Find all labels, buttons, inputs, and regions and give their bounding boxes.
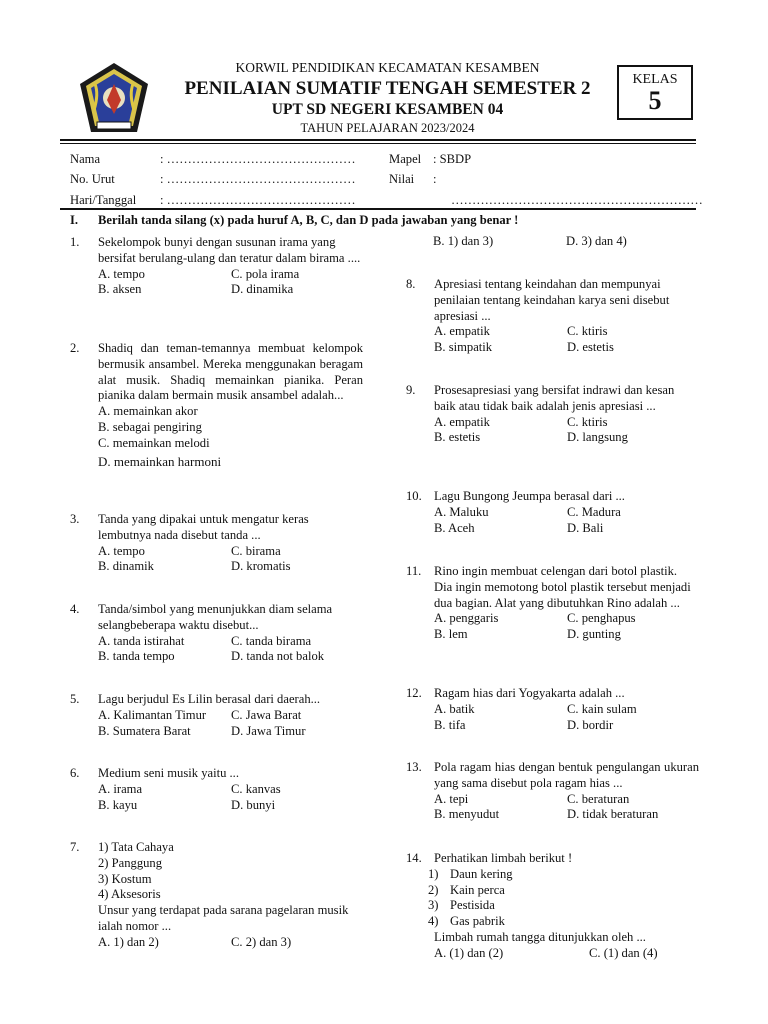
question-number: 9. [406, 383, 416, 397]
option-d[interactable]: D. bordir [567, 717, 614, 732]
option-d[interactable]: D. Bali [567, 520, 604, 535]
option-a[interactable]: A. empatik [434, 414, 490, 429]
option-c[interactable]: C. memainkan melodi [98, 435, 210, 450]
list-item: 3) Pestisida [428, 898, 495, 913]
list-item: 4) Aksesoris [98, 887, 161, 902]
question-number: 5. [70, 692, 80, 706]
name-field[interactable]: : ……………………………………… [160, 152, 356, 166]
option-c[interactable]: C. tanda birama [231, 633, 312, 648]
page-title: PENILAIAN SUMATIF TENGAH SEMESTER 2 [184, 78, 591, 99]
question-text: Tanda/simbol yang menunjukkan diam selama selangbeberapa waktu disebut... [98, 602, 333, 632]
question-text: Shadiq dan teman-temannya membuat kelompok bermusik ansambel. Mereka menggunakan beragam alat musik. Shadiq memainkan pianika. Peran pianika dalam bermain musik ansambel adalah... [98, 341, 363, 403]
date-label: Hari/Tanggal [70, 193, 137, 207]
option-b[interactable]: B. kayu [98, 797, 138, 812]
option-a[interactable]: A. memainkan akor [98, 404, 198, 419]
option-d[interactable]: D. langsung [567, 430, 628, 445]
subject-label: Mapel [389, 152, 422, 166]
question-intro: Perhatikan limbah berikut ! [434, 851, 573, 865]
option-a[interactable]: A. tanda istirahat [98, 633, 185, 648]
question-number: 12. [406, 686, 422, 700]
section-instruction: Berilah tanda silang (x) pada huruf A, B, C, dan D pada jawaban yang benar ! [98, 213, 519, 227]
option-a[interactable]: A. tempo [98, 543, 145, 558]
option-c[interactable]: C. (1) dan (4) [589, 945, 658, 960]
option-d[interactable]: D. dinamika [231, 282, 294, 297]
option-d[interactable]: D. estetis [567, 340, 614, 355]
question-text: Ragam hias dari Yogyakarta adalah ... [434, 686, 625, 700]
score-label: Nilai [389, 172, 415, 186]
class-label: KELAS [632, 72, 678, 87]
option-b[interactable]: B. menyudut [434, 807, 500, 822]
header-korwil: KORWIL PENDIDIKAN KECAMATAN KESAMBEN [235, 60, 540, 75]
option-d[interactable]: D. bunyi [231, 797, 276, 812]
option-b[interactable]: B. 1) dan 3) [433, 234, 494, 248]
identity-rule [60, 208, 696, 210]
question-text: Tanda yang dipakai untuk mengatur keras lembutnya nada disebut tanda ... [98, 512, 309, 542]
question-number: 4. [70, 602, 80, 616]
question-text: Lagu Bungong Jeumpa berasal dari ... [434, 489, 625, 503]
question-number: 6. [70, 766, 80, 780]
option-c[interactable]: C. ktiris [567, 414, 608, 429]
question-7-continued [433, 234, 698, 250]
question-number: 7. [70, 840, 80, 854]
signature-field[interactable]: …………………………………………………… [451, 193, 703, 207]
question-number: 13. [406, 760, 422, 774]
option-d[interactable]: D. gunting [567, 627, 621, 642]
list-item: 2) Kain perca [428, 882, 505, 897]
question-text: Pola ragam hias dengan bentuk pengulangan ukuran yang sama disebut pola ragam hias ... [434, 760, 699, 790]
option-b[interactable]: B. Sumatera Barat [98, 723, 191, 738]
option-a[interactable]: A. penggaris [434, 611, 499, 626]
question-text: Apresiasi tentang keindahan dan mempunyai penilaian tentang keindahan karya seni disebut apresiasi ... [434, 277, 670, 323]
question-number: 8. [406, 277, 416, 291]
question-number: 14. [406, 851, 422, 865]
question-number: 11. [406, 564, 422, 578]
section-number: I. [70, 213, 79, 227]
option-b[interactable]: B. tifa [434, 717, 466, 732]
option-d[interactable]: D. tidak beraturan [567, 807, 659, 822]
header-rule-thin [60, 143, 696, 144]
option-d[interactable]: D. 3) dan 4) [566, 234, 627, 248]
option-c[interactable]: C. ktiris [567, 324, 608, 339]
option-a[interactable]: A. irama [98, 781, 143, 796]
list-item: 3) Kostum [98, 871, 152, 886]
question-number: 10. [406, 489, 422, 503]
option-a[interactable]: A. tempo [98, 266, 145, 281]
question-text: Unsur yang terdapat pada sarana pagelaran musik ialah nomor ... [98, 903, 349, 933]
question-text: Rino ingin membuat celengan dari botol plastik. Dia ingin memotong botol plastik tersebut menjadi dua bagian. Alat yang dibutuhkan Rino adalah ... [434, 564, 691, 610]
question-text: Medium seni musik yaitu ... [98, 766, 239, 780]
option-c[interactable]: C. kanvas [231, 781, 281, 796]
list-item: 1) Tata Cahaya [98, 840, 174, 854]
school-name: UPT SD NEGERI KESAMBEN 04 [271, 101, 504, 118]
option-a[interactable]: A. Kalimantan Timur [98, 707, 207, 722]
option-a[interactable]: A. Maluku [434, 504, 489, 519]
option-a[interactable]: A. batik [434, 701, 475, 716]
score-field[interactable]: : [433, 172, 437, 186]
option-b[interactable]: B. simpatik [434, 340, 493, 355]
option-c[interactable]: C. penghapus [567, 611, 636, 626]
date-field[interactable]: : ……………………………………… [160, 193, 356, 207]
option-b[interactable]: B. dinamik [98, 559, 154, 574]
list-item: 1) Daun kering [428, 866, 513, 881]
option-c[interactable]: C. kain sulam [567, 701, 637, 716]
option-b[interactable]: B. estetis [434, 430, 481, 445]
school-logo [77, 60, 151, 136]
number-field[interactable]: : ……………………………………… [160, 172, 356, 186]
question-text: Sekelompok bunyi dengan susunan irama yang bersifat berulang-ulang dan teratur dalam birama .... [98, 235, 361, 265]
option-c[interactable]: C. Madura [567, 504, 621, 519]
option-d[interactable]: D. kromatis [231, 559, 291, 574]
list-item: 4) Gas pabrik [428, 914, 505, 929]
question-number: 2. [70, 341, 80, 355]
option-b[interactable]: B. Aceh [434, 520, 475, 535]
option-c[interactable]: C. pola irama [231, 266, 300, 281]
class-value: 5 [648, 86, 662, 115]
option-c[interactable]: C. birama [231, 543, 281, 558]
question-number: 3. [70, 512, 80, 526]
number-label: No. Urut [70, 172, 115, 186]
option-c[interactable]: C. beraturan [567, 791, 630, 806]
option-d[interactable]: D. Jawa Timur [231, 723, 306, 738]
option-a[interactable]: A. empatik [434, 324, 490, 339]
option-b[interactable]: B. tanda tempo [98, 649, 175, 664]
option-b[interactable]: B. sebagai pengiring [98, 419, 202, 434]
option-d[interactable]: D. memainkan harmoni [98, 453, 222, 469]
option-d[interactable]: D. tanda not balok [231, 649, 325, 664]
header-rule [60, 139, 696, 141]
list-item: 2) Panggung [98, 855, 163, 870]
subject-value: : SBDP [433, 152, 472, 166]
question-text: Prosesapresiasi yang bersifat indrawi dan kesan baik atau tidak baik adalah jenis apresiasi ... [434, 383, 675, 413]
option-c[interactable]: C. Jawa Barat [231, 707, 302, 722]
question-text: Lagu berjudul Es Lilin berasal dari daerah... [98, 692, 321, 706]
option-a[interactable]: A. tepi [434, 791, 469, 806]
option-a[interactable]: A. (1) dan (2) [434, 945, 504, 960]
option-c[interactable]: C. 2) dan 3) [231, 934, 292, 949]
option-b[interactable]: B. aksen [98, 282, 142, 297]
option-b[interactable]: B. lem [434, 627, 468, 642]
question-number: 1. [70, 235, 80, 249]
question-text: Limbah rumah tangga ditunjukkan oleh ... [434, 929, 646, 944]
option-a[interactable]: A. 1) dan 2) [98, 934, 159, 949]
academic-year: TAHUN PELAJARAN 2023/2024 [300, 121, 475, 135]
name-label: Nama [70, 152, 101, 166]
class-box [617, 65, 693, 120]
